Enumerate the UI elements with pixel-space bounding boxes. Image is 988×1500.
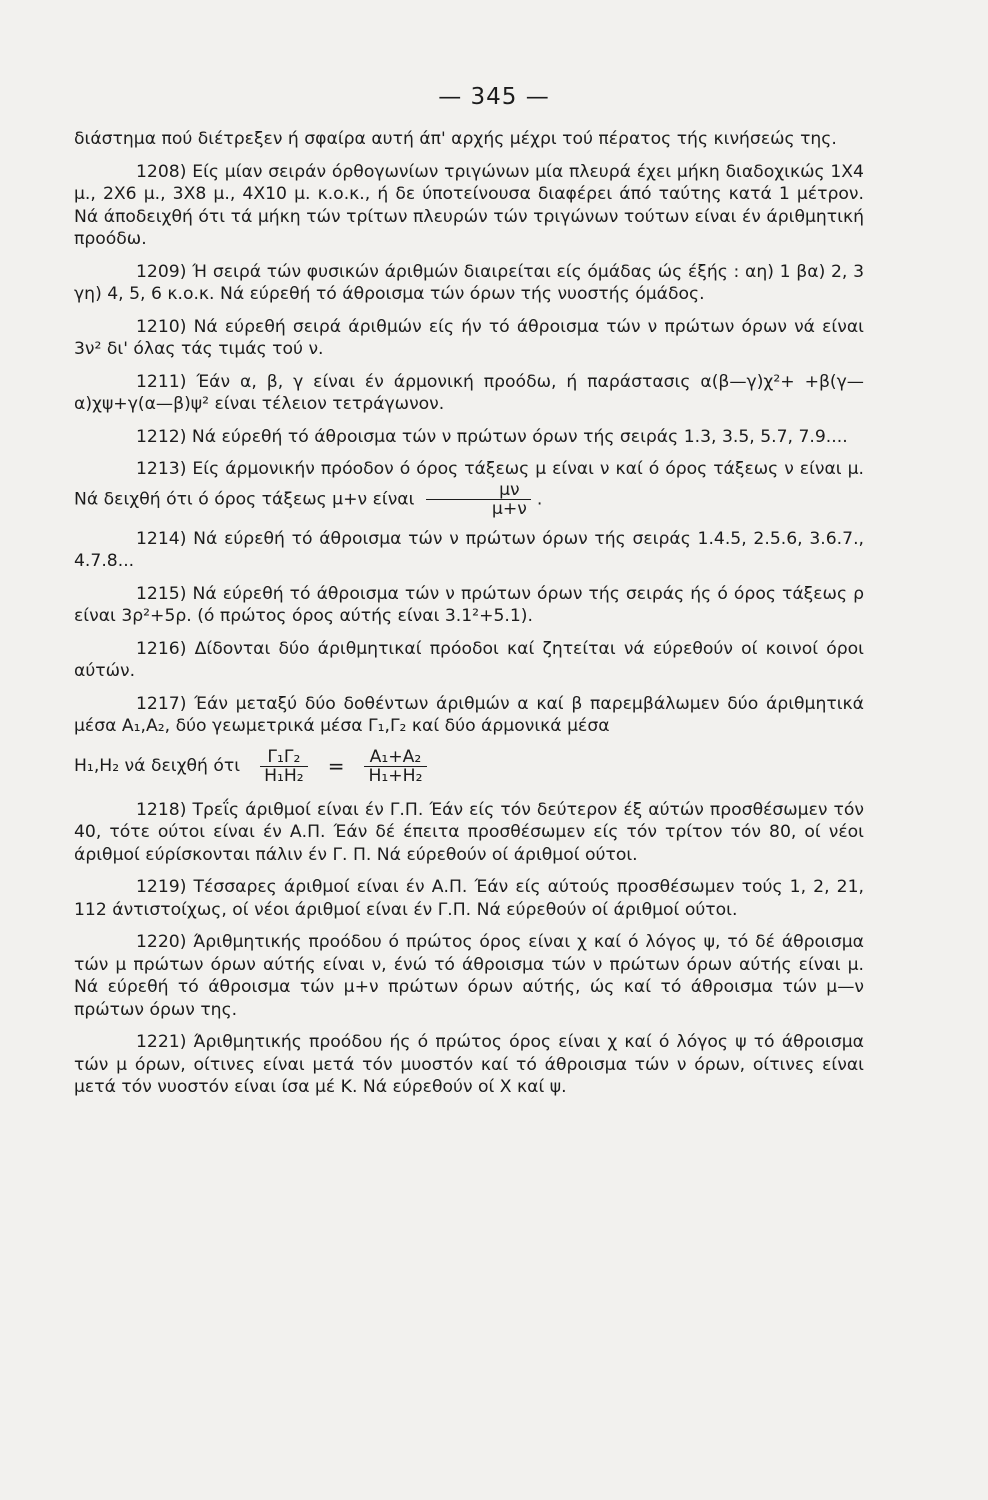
fraction-denominator: μ+ν <box>491 498 527 519</box>
problem-1212: 1212) Νά εύρεθή τό άθροισμα τών ν πρώτων όρων τής σειράς 1.3, 3.5, 5.7, 7.9.... <box>136 426 848 447</box>
problem-1221: 1221) Άριθμητικής προόδου ής ό πρώτος όρος είναι χ καί ό λόγος ψ τό άθροισμα τών μ όρων, οίτινες είναι μετά τόν μυοστόν καί τό άθροισμα τών ν όρων, οίτινες είναι μετά τόν νυοστόν είναι ίσα μέ Κ. Νά εύρεθούν οί Χ καί ψ. <box>74 1032 864 1097</box>
equals-sign: = <box>327 753 345 778</box>
paragraph: διάστημα πού διέτρεξεν ή σφαίρα αυτή άπ' αρχής μέχρι τού πέρατος τής κινήσεώς της. <box>74 129 837 149</box>
fraction-gamma-over-eta <box>260 748 308 785</box>
problem-1214: 1214) Νά εύρεθή τό άθροισμα τών ν πρώτων όρων τής σειράς 1.4.5, 2.5.6, 3.6.7., 4.7.8... <box>74 528 864 571</box>
problem-1209: 1209) Ή σειρά τών φυσικών άριθμών διαιρείται είς όμάδας ώς έξής : αη) 1 βα) 2, 3 γη) 4, 5, 6 κ.ο.κ. Νά εύρεθή τό άθροισμα τών όρων τής νυοστής όμάδος. <box>74 261 864 304</box>
fraction-denominator: Η₁+Η₂ <box>368 765 423 786</box>
problem-1213: 1213) Είς άρμονικήν πρόοδον ό όρος τάξεως μ είναι ν καί ό όρος τάξεως ν είναι μ. Νά δειχθή ότι ό όρος τάξεως μ+ν είναι $\frac{\mu\nu}{\mu+\nu}$ . <box>74 459 864 519</box>
fraction-numerator: μν <box>426 481 531 500</box>
problem-1219: 1219) Τέσσαρες άριθμοί είναι έν Α.Π. Έάν είς αύτούς προσθέσωμεν τούς 1, 2, 21, 112 άντιστοίχως, οί νέοι άριθμοί είναι έν Γ.Π. Νά εύρεθούν οί άριθμοί ούτοι. <box>74 877 864 920</box>
fraction-1213 <box>426 481 531 518</box>
body-text <box>74 128 864 1109</box>
equation-lead: Η₁,Η₂ νά δειχθή ότι <box>74 755 241 776</box>
fraction-alpha-over-eta <box>364 748 426 785</box>
problem-1213-text: 1213) Είς άρμονικήν πρόοδον ό όρος τάξεως μ είναι ν καί ό όρος τάξεως ν είναι μ. Νά δειχθή ότι ό όρος τάξεως μ+ν είναι <box>74 459 864 509</box>
fraction-numerator: Γ₁Γ₂ <box>260 748 308 767</box>
equation-1217 <box>74 748 864 785</box>
problem-1211: 1211) Έάν α, β, γ είναι έν άρμονική προόδω, ή παράστασις α(β—γ)χ²+ +β(γ—α)χψ+γ(α—β)ψ² είναι τέλειον τετράγωνον. <box>74 371 864 414</box>
problem-1217: 1217) Έάν μεταξύ δύο δοθέντων άριθμών α καί β παρεμβάλωμεν δύο άριθμητικά μέσα Α₁,Α₂, δύο γεωμετρικά μέσα Γ₁,Γ₂ καί δύο άρμονικά μέσα <box>74 693 864 736</box>
problem-1218: 1218) Τρεΐς άριθμοί είναι έν Γ.Π. Έάν είς τόν δεύτερον έξ αύτών προσθέσωμεν τόν 40, τότε ούτοι είναι έν Α.Π. Έάν δέ έπειτα προσθέσωμεν είς τόν τρίτον τόν 80, οί νέοι άριθμοί εύρίσκονται πάλιν έν Γ. Π. Νά εύρεθούν οί άριθμοί ούτοι. <box>74 799 864 865</box>
page-number: — 345 — <box>438 84 550 110</box>
problem-1215: 1215) Νά εύρεθή τό άθροισμα τών ν πρώτων όρων τής σειράς ής ό όρος τάξεως ρ είναι 3ρ²+5ρ. (ό πρώτος όρος αύτής είναι 3.1²+5.1). <box>74 583 864 626</box>
problem-1210: 1210) Νά εύρεθή σειρά άριθμών είς ήν τό άθροισμα τών ν πρώτων όρων νά είναι 3ν² δι' όλας τάς τιμάς τού ν. <box>74 316 864 359</box>
problem-1208: 1208) Είς μίαν σειράν όρθογωνίων τριγώνων μία πλευρά έχει μήκη διαδοχικώς 1Χ4 μ., 2Χ6 μ., 3Χ8 μ., 4Χ10 μ. κ.ο.κ., ή δε ύποτείνουσα διαφέρει άπό ταύτης κατά 1 μέτρον. Νά άποδειχθή ότι τά μήκη τών τρίτων πλευρών τών τριγώνων τούτων είναι έν άριθμητική προόδω. <box>74 161 864 249</box>
problem-1216: 1216) Δίδονται δύο άριθμητικαί πρόοδοι καί ζητείται νά εύρεθούν οί κοινοί όροι αύτών. <box>74 638 864 681</box>
problem-1220: 1220) Άριθμητικής προόδου ό πρώτος όρος είναι χ καί ό λόγος ψ, τό δέ άθροισμα τών μ πρώτων όρων αύτής είναι ν, ένώ τό άθροισμα τών ν πρώτων όρων αύτής είναι μ. Νά εύρεθή τό άθροισμα τών μ+ν πρώτων όρων αύτής, ώς καί τό άθροισμα τών μ—ν πρώτων όρων της. <box>74 932 864 1020</box>
fraction-numerator: Α₁+Α₂ <box>364 748 426 767</box>
fraction-denominator: Η₁Η₂ <box>264 765 304 786</box>
